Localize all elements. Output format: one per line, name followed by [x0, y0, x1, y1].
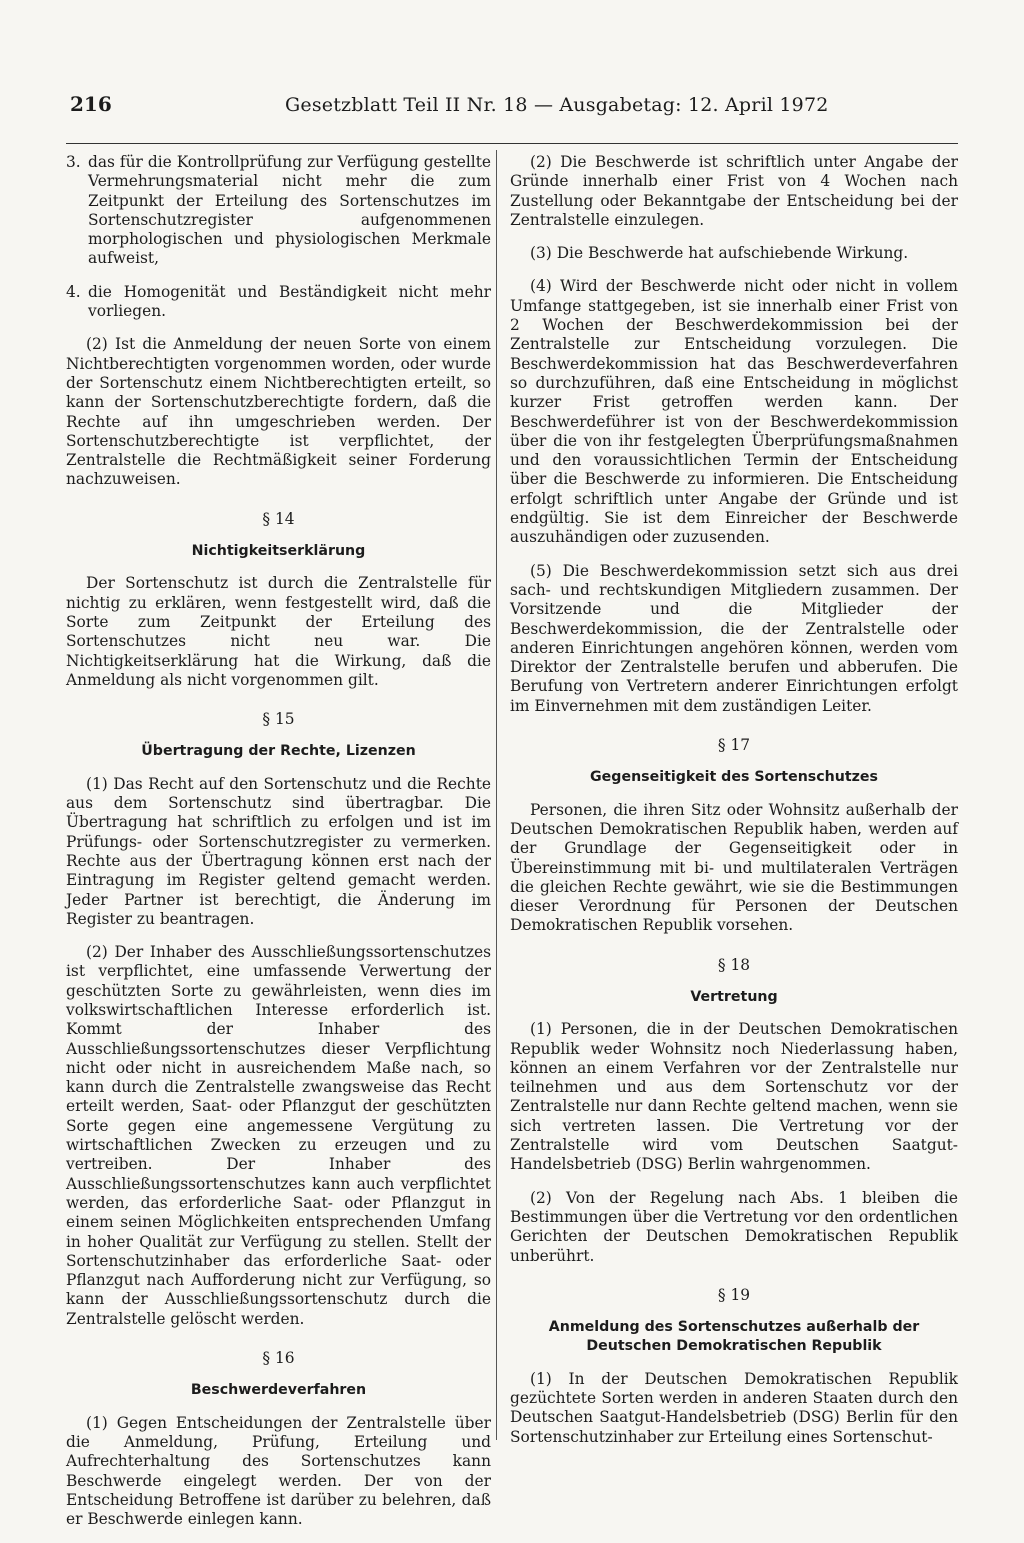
page-number: 216 [70, 92, 112, 116]
paragraph: (2) Die Beschwerde ist schriftlich unter Angabe der Gründe innerhalb einer Frist von 4 Wochen nach Zustellung oder Bekanntgabe der Entscheidung bei der Zentralstelle einzulegen. [510, 153, 958, 229]
section-title: Beschwerdeverfahren [190, 1382, 367, 1399]
header-rule [66, 143, 958, 144]
section-number: § 15 [262, 710, 295, 729]
section-title: Übertragung der Rechte, Lizenzen [141, 743, 416, 760]
paragraph: (1) Personen, die in der Deutschen Demokratischen Republik weder Wohnsitz noch Niederlassung haben, können an einem Verfahren vor der Zentralstelle nur teilnehmen und aus dem Sortenschutz vor der Zentralstelle nur dann Rechte geltend machen, wenn sie sich vertreten lassen. Die Vertretung vor der Zentralstelle wird vom Deutschen Saatgut-Handelsbetrieb (DSG) Berlin wahrgenommen. [510, 1020, 958, 1174]
paragraph: Der Sortenschutz ist durch die Zentralstelle für nichtig zu erklären, wenn festgestellt wird, daß die Sorte zum Zeitpunkt der Erteilung des Sortenschutzes nicht neu war. Die Nichtigkeitserklärung hat die Wirkung, daß die Anmeldung als nicht vorgenommen gilt. [66, 574, 491, 689]
section-title: Gegenseitigkeit des Sortenschutzes [590, 769, 878, 786]
section-number: § 18 [717, 955, 751, 974]
paragraph: (3) Die Beschwerde hat aufschiebende Wirkung. [530, 244, 909, 263]
paragraph: (4) Wird der Beschwerde nicht oder nicht in vollem Umfange stattgegeben, ist sie innerhalb einer Frist von 2 Wochen der Beschwerdekommission bei der Zentralstelle zur Entscheidung vorzulegen. Die Beschwerdekommission hat das Beschwerdeverfahren so durchzuführen, daß eine Entscheidung in möglichst kurzer Frist getroffen werden kann. Der Beschwerdeführer ist von der Beschwerdekommission über die von ihr festgelegten Überprüfungsmaßnahmen und den voraussichtlichen Termin der Entscheidung über die Beschwerde zu informieren. Die Entscheidung erfolgt schriftlich unter Angabe der Gründe und ist endgültig. Sie ist dem Einreicher der Beschwerde auszuhändigen oder zuzusenden. [510, 277, 958, 547]
page-header [70, 92, 956, 132]
paragraph: (5) Die Beschwerdekommission setzt sich aus drei sach- und rechtskundigen Mitgliedern zusammen. Der Vorsitzende und die Mitglieder der Beschwerdekommission, die der Zentralstelle oder anderen Einrichtungen angehören können, werden vom Direktor der Zentralstelle berufen und abberufen. Die Berufung von Vertretern anderer Einrichtungen erfolgt im Einvernehmen mit dem zuständigen Leiter. [510, 561, 958, 715]
section-title: Anmeldung des Sortenschutzes außerhalb der Deutschen Demokratischen Republik [548, 1319, 920, 1355]
left-column [66, 153, 491, 1543]
section-number: § 14 [262, 509, 295, 528]
paragraph: Personen, die ihren Sitz oder Wohnsitz außerhalb der Deutschen Demokratischen Republik haben, werden auf der Grundlage der Gegenseitigkeit oder in Übereinstimmung mit bi- und multilateralen Verträgen die gleichen Rechte gewährt, wie sie die Bestimmungen dieser Verordnung für Personen der Deutschen Demokratischen Republik vorsehen. [510, 800, 958, 935]
section-title: Nichtigkeitserklärung [191, 543, 366, 560]
list-item-3 [66, 153, 491, 269]
list-number: 3. [66, 153, 81, 171]
section-number: § 17 [717, 736, 751, 755]
paragraph: (1) Das Recht auf den Sortenschutz und die Rechte aus dem Sortenschutz sind übertragbar. Die Übertragung hat schriftlich zu erfolgen und ist im Prüfungs- oder Sortenschutzregister zu vermerken. Rechte aus der Übertragung können erst nach der Eintragung im Register geltend gemacht werden. Jeder Partner ist berechtigt, die Änderung im Register zu beantragen. [66, 774, 491, 928]
header-title: Gesetzblatt Teil II Nr. 18 — Ausgabetag: 12. April 1972 [285, 94, 829, 116]
right-column [510, 153, 958, 1461]
section-number: § 16 [262, 1349, 295, 1368]
section-title: Vertretung [690, 988, 778, 1005]
list-text: das für die Kontrollprüfung zur Verfügung gestellte Vermehrungsmaterial nicht mehr die zum Zeitpunkt der Erteilung des Sortenschutzes im Sortenschutzregister aufgenommenen morphologischen und physiologischen Merkmale aufweist, [88, 153, 491, 268]
section-number: § 19 [717, 1285, 751, 1304]
paragraph: (2) Der Inhaber des Ausschließungssortenschutzes ist verpflichtet, eine umfassende Verwertung der geschützten Sorte zu gewährleisten, wenn dies im volkswirtschaftlichen Interesse erforderlich ist. Kommt der Inhaber des Ausschließungssortenschutzes dieser Verpflichtung nicht oder nicht in ausreichendem Maße nach, so kann durch die Zentralstelle zwangsweise das Recht erteilt werden, Saat- oder Pflanzgut der geschützten Sorte gegen eine angemessene Vergütung zu wirtschaftlichen Zwecken zu erzeugen und zu vertreiben. Der Inhaber des Ausschließungssortenschutzes kann auch verpflichtet werden, das erforderliche Saat- oder Pflanzgut in einem seinen Möglichkeiten entsprechenden Umfang in hoher Qualität zur Verfügung zu stellen. Stellt der Sortenschutzinhaber das erforderliche Saat- oder Pflanzgut nach Aufforderung nicht zur Verfügung, so kann der Ausschließungssortenschutz durch die Zentralstelle gelöscht werden. [66, 943, 491, 1328]
column-divider [496, 150, 497, 1440]
paragraph: (2) Ist die Anmeldung der neuen Sorte von einem Nichtberechtigten vorgenommen worden, oder wurde der Sortenschutz einem Nichtberechtigten erteilt, so kann der Sortenschutzberechtigte fordern, daß die Rechte auf ihn umgeschrieben werden. Der Sortenschutzberechtigte ist verpflichtet, der Zentralstelle die Rechtmäßigkeit seiner Forderung nachzuweisen. [66, 335, 491, 489]
paragraph: (2) Von der Regelung nach Abs. 1 bleiben die Bestimmungen über die Vertretung vor den ordentlichen Gerichten der Deutschen Demokratischen Republik unberührt. [510, 1188, 958, 1265]
list-text: die Homogenität und Beständigkeit nicht mehr vorliegen. [88, 282, 491, 321]
list-item-4 [66, 283, 491, 322]
list-number: 4. [66, 282, 81, 301]
paragraph: (1) Gegen Entscheidungen der Zentralstelle über die Anmeldung, Prüfung, Erteilung und Aufrechterhaltung des Sortenschutzes kann Beschwerde eingelegt werden. Der von der Entscheidung Betroffene ist darüber zu belehren, daß er Beschwerde einlegen kann. [66, 1413, 491, 1529]
paragraph: (1) In der Deutschen Demokratischen Republik gezüchtete Sorten werden in anderen Staaten durch den Deutschen Saatgut-Handelsbetrieb (DSG) Berlin für den Sortenschutzinhaber zur Erteilung eines Sortenschut- [510, 1369, 958, 1446]
